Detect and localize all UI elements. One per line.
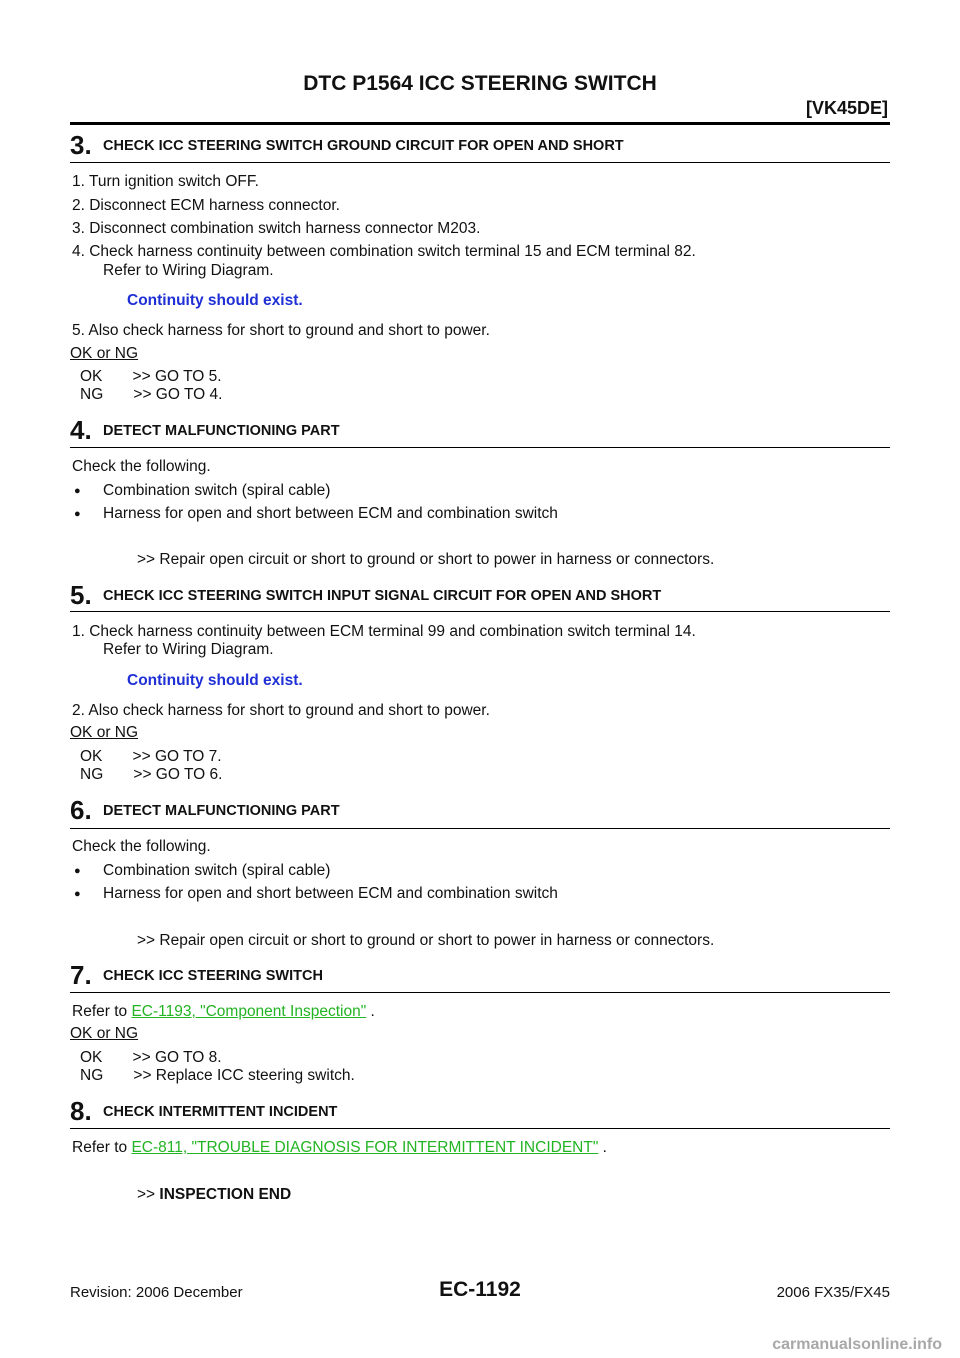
engine-model: [VK45DE] [805, 98, 888, 118]
section-5-rule [70, 611, 890, 612]
section-7-number: 7. [70, 960, 92, 990]
section-4-rule [70, 447, 890, 448]
s8-arrow: >> [137, 1186, 156, 1203]
s5-step-2: 2. Also check harness for short to ground and short to power. [72, 702, 490, 719]
bullet-icon: ● [74, 888, 81, 900]
s3-step-4-ref: Refer to Wiring Diagram. [103, 262, 274, 279]
s3-ng: NG >> GO TO 4. [80, 386, 223, 403]
section-3-number: 3. [70, 130, 92, 160]
s4-intro: Check the following. [72, 458, 211, 475]
section-8-number: 8. [70, 1096, 92, 1126]
s6-bullet-2: Harness for open and short between ECM and combination switch [103, 885, 558, 902]
section-8-title: CHECK INTERMITTENT INCIDENT [103, 1104, 338, 1120]
section-6-rule [70, 828, 890, 829]
page-title: DTC P1564 ICC STEERING SWITCH [303, 72, 657, 95]
section-6-title: DETECT MALFUNCTIONING PART [103, 803, 340, 819]
s4-result: >> Repair open circuit or short to ground or short to power in harness or connectors. [137, 551, 715, 568]
s5-ok-or-ng: OK or NG [70, 724, 139, 741]
s5-spec: Continuity should exist. [127, 672, 303, 689]
s5-ng: NG >> GO TO 6. [80, 766, 223, 783]
section-5-number: 5. [70, 580, 92, 610]
header-rule [70, 122, 890, 125]
section-6-number: 6. [70, 795, 92, 825]
s8-end-line [137, 1186, 291, 1204]
section-7-title: CHECK ICC STEERING SWITCH [103, 968, 323, 984]
s5-step-1-ref: Refer to Wiring Diagram. [103, 641, 274, 658]
section-4-title: DETECT MALFUNCTIONING PART [103, 423, 340, 439]
s4-bullet-1: Combination switch (spiral cable) [103, 482, 331, 499]
s3-step-3: 3. Disconnect combination switch harness connector M203. [72, 220, 481, 237]
s7-ok: OK >> GO TO 8. [80, 1049, 222, 1066]
s6-result: >> Repair open circuit or short to ground or short to power in harness or connectors. [137, 932, 715, 949]
s7-refer-label: Refer to [72, 1003, 128, 1020]
section-3-rule [70, 162, 890, 163]
s3-step-5: 5. Also check harness for short to ground and short to power. [72, 322, 490, 339]
vehicle-model: 2006 FX35/FX45 [776, 1284, 890, 1301]
section-7-rule [70, 992, 890, 993]
bullet-icon: ● [74, 508, 81, 520]
section-8-rule [70, 1128, 890, 1129]
s7-ok-or-ng: OK or NG [70, 1025, 139, 1042]
s3-step-4: 4. Check harness continuity between combination switch terminal 15 and ECM terminal 82. [72, 243, 696, 260]
s7-refer-line [72, 1003, 375, 1021]
s3-spec: Continuity should exist. [127, 292, 303, 309]
s5-step-1: 1. Check harness continuity between ECM terminal 99 and combination switch terminal 14. [72, 623, 696, 640]
intermittent-incident-link[interactable]: EC-811, "TROUBLE DIAGNOSIS FOR INTERMITTENT INCIDENT" [131, 1139, 599, 1156]
s3-step-2: 2. Disconnect ECM harness connector. [72, 197, 340, 214]
s8-refer-line [72, 1139, 607, 1157]
s6-bullet-1: Combination switch (spiral cable) [103, 862, 331, 879]
section-5-title: CHECK ICC STEERING SWITCH INPUT SIGNAL CIRCUIT FOR OPEN AND SHORT [103, 588, 662, 604]
bullet-icon: ● [74, 485, 81, 497]
s3-step-1: 1. Turn ignition switch OFF. [72, 173, 259, 190]
s7-refer-tail: . [366, 1003, 375, 1020]
s8-inspection-end: INSPECTION END [159, 1186, 292, 1203]
s7-ng: NG >> Replace ICC steering switch. [80, 1067, 355, 1084]
s4-bullet-2: Harness for open and short between ECM and combination switch [103, 505, 558, 522]
bullet-icon: ● [74, 865, 81, 877]
section-3-title: CHECK ICC STEERING SWITCH GROUND CIRCUIT FOR OPEN AND SHORT [103, 138, 624, 154]
watermark: carmanualsonline.info [772, 1336, 942, 1353]
section-4-number: 4. [70, 415, 92, 445]
s5-ok: OK >> GO TO 7. [80, 748, 222, 765]
component-inspection-link[interactable]: EC-1193, "Component Inspection" [131, 1003, 367, 1020]
s3-ok-or-ng: OK or NG [70, 345, 139, 362]
page-number: EC-1192 [439, 1278, 521, 1301]
s6-intro: Check the following. [72, 838, 211, 855]
s3-ok: OK >> GO TO 5. [80, 368, 222, 385]
s8-refer-tail: . [598, 1139, 607, 1156]
revision-label: Revision: 2006 December [70, 1284, 243, 1301]
s8-refer-label: Refer to [72, 1139, 128, 1156]
